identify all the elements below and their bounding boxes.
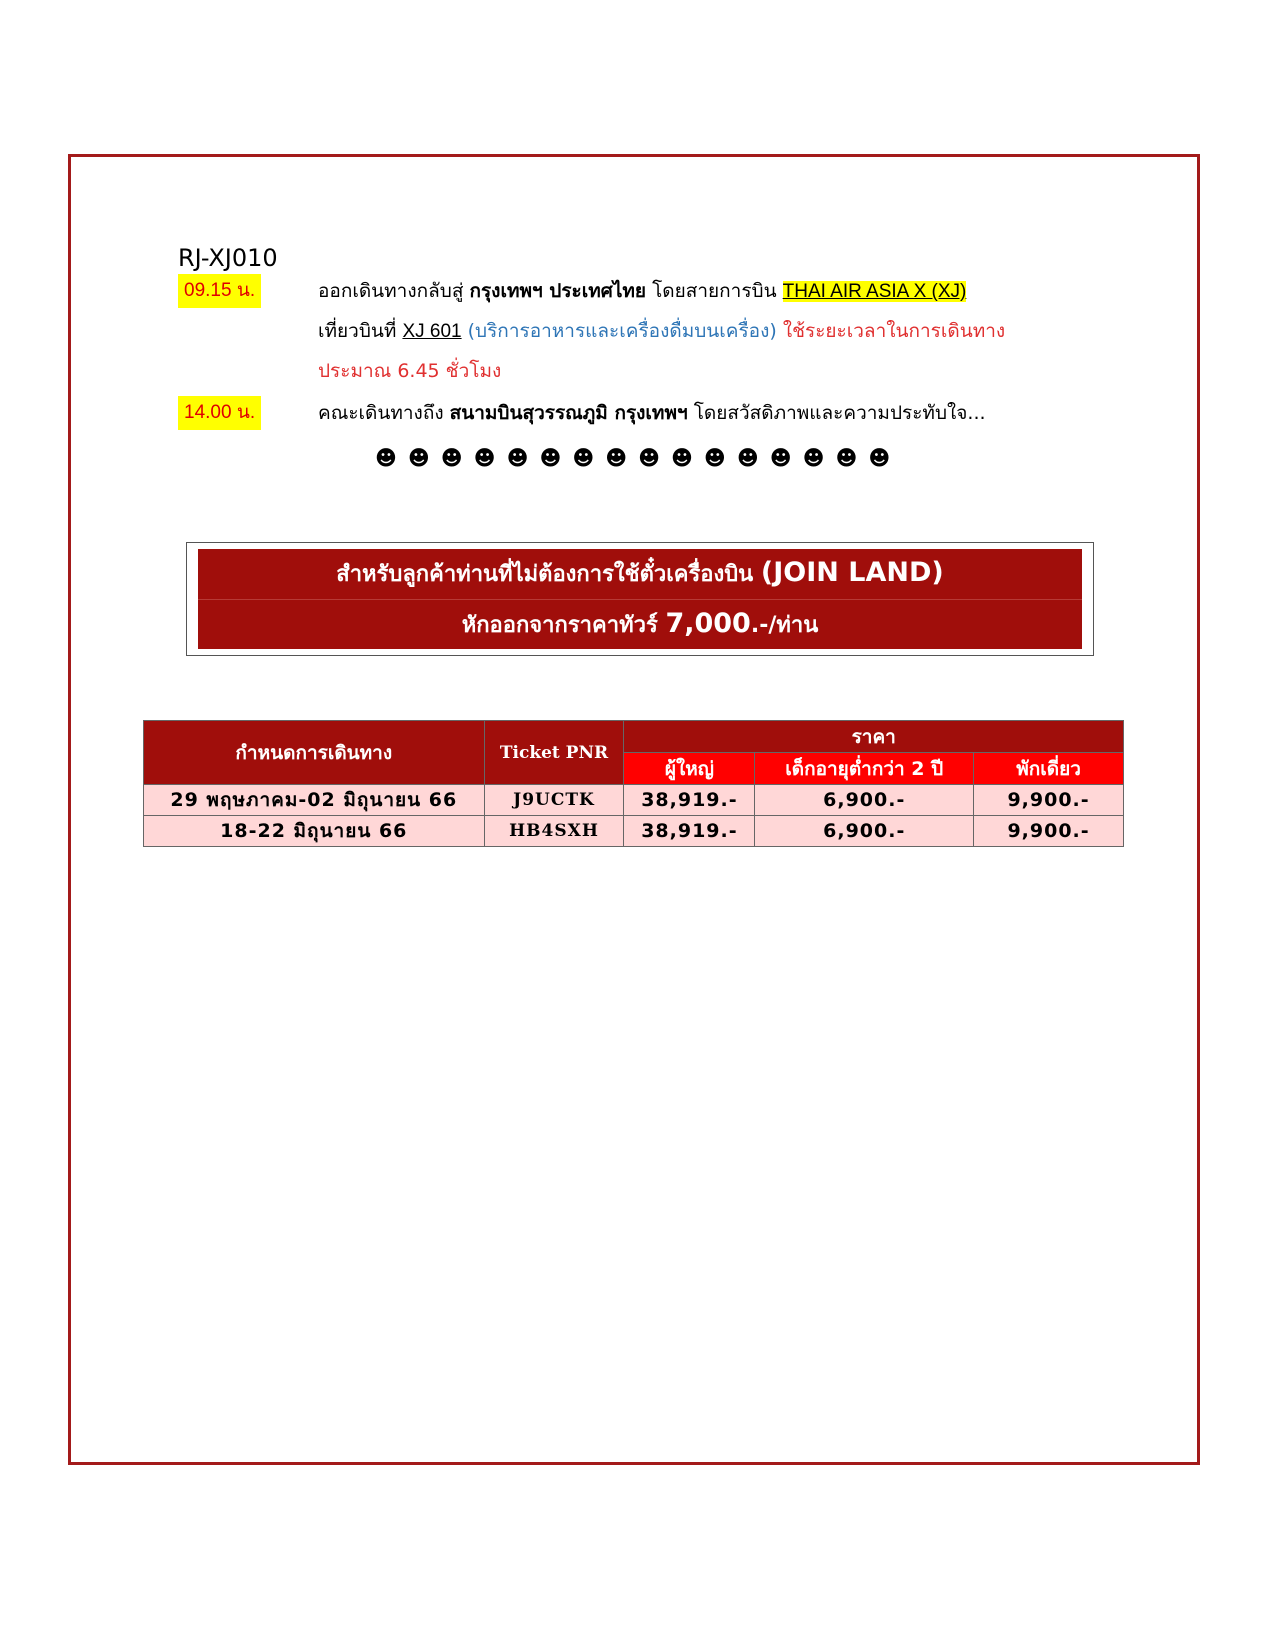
itinerary-line-departure-3: ประมาณ 6.45 ชั่วโมง <box>318 360 502 382</box>
cell-adult-price: 38,919.- <box>624 816 755 847</box>
cell-child-price: 6,900.- <box>755 816 974 847</box>
header-ticket-pnr: Ticket PNR <box>484 721 624 785</box>
itinerary-line-departure-2 <box>318 318 1005 345</box>
join-land-amount: 7,000 <box>665 608 751 639</box>
join-land-text: สำหรับลูกค้าท่านที่ไม่ต้องการใช้ตั๋วเครื่องบิน <box>336 562 761 587</box>
cell-pnr: HB4SXH <box>484 816 624 847</box>
itinerary-text: โดยสายการบิน <box>646 280 783 302</box>
cell-date: 18-22 มิถุนายน 66 <box>144 816 485 847</box>
airport-bold: สนามบินสุวรรณภูมิ กรุงเทพฯ <box>449 402 688 424</box>
join-land-banner <box>198 549 1082 649</box>
smiley-divider: ☻☻☻☻☻☻☻☻☻☻☻☻☻☻☻☻ <box>375 446 902 470</box>
header-adult: ผู้ใหญ่ <box>624 753 755 785</box>
join-land-line-1 <box>198 549 1082 599</box>
cell-pnr: J9UCTK <box>484 785 624 816</box>
join-land-suffix: .-/ <box>750 613 777 638</box>
join-land-box <box>186 542 1094 656</box>
price-table <box>143 720 1124 847</box>
tour-code: RJ-XJ010 <box>178 244 278 272</box>
table-row <box>144 816 1124 847</box>
itinerary-text: คณะเดินทางถึง <box>318 402 450 424</box>
table-row <box>144 785 1124 816</box>
time-badge-arrival: 14.00 น. <box>178 396 261 430</box>
cell-child-price: 6,900.- <box>755 785 974 816</box>
header-price: ราคา <box>624 721 1124 753</box>
meal-service-note: (บริการอาหารและเครื่องดื่มบนเครื่อง) <box>461 320 777 342</box>
join-land-deduct-text: หักออกจากราคาทัวร์ <box>461 613 666 638</box>
airline-name: THAI AIR ASIA X (XJ) <box>782 281 967 302</box>
itinerary-text: เที่ยวบินที่ <box>318 320 403 342</box>
itinerary-text: โดยสวัสดิภาพและความประทับใจ... <box>687 402 986 424</box>
itinerary-line-arrival <box>318 400 986 426</box>
header-travel-date: กำหนดการเดินทาง <box>144 721 485 785</box>
join-land-line-2 <box>198 599 1082 650</box>
destination-bold: กรุงเทพฯ ประเทศไทย <box>469 280 647 302</box>
time-badge-departure: 09.15 น. <box>178 274 261 308</box>
join-land-per-person: ท่าน <box>776 613 819 638</box>
cell-single-price: 9,900.- <box>974 785 1124 816</box>
itinerary-line-departure-1 <box>318 278 966 305</box>
cell-date: 29 พฤษภาคม-02 มิถุนายน 66 <box>144 785 485 816</box>
join-land-label: (JOIN LAND) <box>760 557 944 588</box>
flight-number: XJ 601 <box>402 321 462 342</box>
header-child: เด็กอายุต่ำกว่า 2 ปี <box>755 753 974 785</box>
header-single: พักเดี่ยว <box>974 753 1124 785</box>
duration-note: ใช้ระยะเวลาในการเดินทาง <box>776 320 1006 342</box>
itinerary-text: ออกเดินทางกลับสู่ <box>318 280 470 302</box>
cell-single-price: 9,900.- <box>974 816 1124 847</box>
cell-adult-price: 38,919.- <box>624 785 755 816</box>
